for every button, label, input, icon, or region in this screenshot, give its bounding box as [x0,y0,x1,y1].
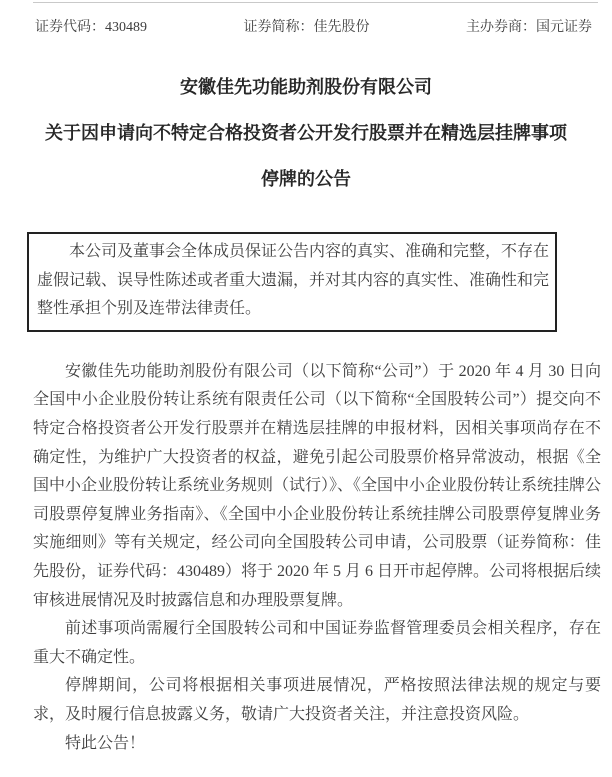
announcement-body [33,358,601,758]
stock-code: 证券代码：430489 [35,20,147,35]
paragraph-disclosure-commitment: 停牌期间，公司将根据相关事项进展情况，严格按照法律法规的规定与要求，及时履行信息披露义务，敬请广大投资者关注，并注意投资风险。 [33,677,601,723]
paragraph-closing: 特此公告！ [65,734,146,752]
disclaimer-box [27,232,557,332]
top-divider [33,2,598,3]
paragraph-uncertainty-note: 前述事项尚需履行全国股转公司和中国证券监督管理委员会相关程序，存在重大不确定性。 [33,620,601,666]
announcement-subject-title: 关于因申请向不特定合格投资者公开发行股票并在精选层挂牌事项 [45,123,567,143]
announcement-title [0,64,612,202]
sponsor-broker: 主办券商：国元证券 [466,20,592,35]
securities-header [0,0,612,36]
stock-short-name: 证券简称：佳先股份 [243,20,370,35]
disclaimer-text: 本公司及董事会全体成员保证公告内容的真实、准确和完整，不存在虚假记载、误导性陈述或者重大遗漏，并对其内容的真实性、准确性和完整性承担个别及连带法律责任。 [37,243,550,318]
company-name-title: 安徽佳先功能助剂股份有限公司 [180,77,432,97]
announcement-type-title: 停牌的公告 [261,169,351,189]
paragraph-suspension-details: 安徽佳先功能助剂股份有限公司（以下简称“公司”）于 2020 年 4 月 30 日向全国中小企业股份转让系统有限责任公司（以下简称“全国股转公司”）提交向不特定合格投资者公开发行股票并在精选层挂牌的申报材料，因相关事项尚存在不确定性，为维护广大投资者的权益，避免引起公司股票价格异常波动，根据《全国中小企业股份转让系统业务规则（试行）》、《全国中小企业股份转让系统挂牌公司股票停复牌业务指南》、《全国中小企业股份转让系统挂牌公司股票停复牌业务实施细则》等有关规定，经公司向全国股转公司申请，公司股票（证券简称：佳先股份，证券代码：430489）将于 2020 年 5 月 6 日开市起停牌。公司将根据后续审核进展情况及时披露信息和办理股票复牌。 [33,362,602,609]
